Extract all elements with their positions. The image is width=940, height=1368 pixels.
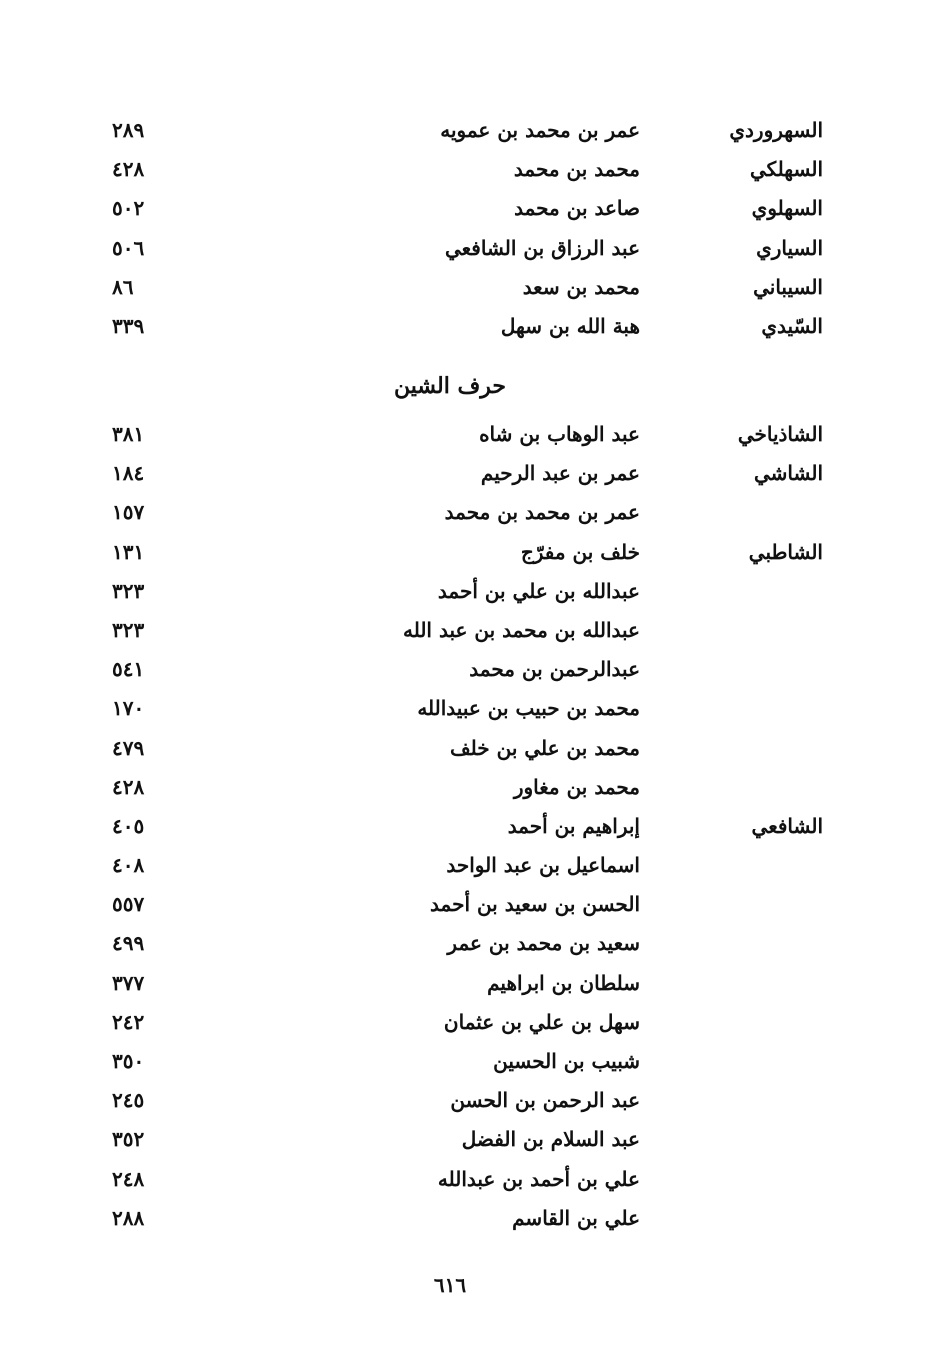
person-name: عبد السلام بن الفضل [461,1127,640,1152]
index-row [0,926,940,965]
page-reference: ٥٥٧ [112,892,145,917]
index-row [0,113,940,152]
person-name: عبد الوهاب بن شاه [479,422,640,446]
person-name: محمد بن حبيب بن عبيدالله [417,696,640,721]
nisba-label: الشاطبي [748,539,823,564]
page-reference: ١٣١ [112,539,145,564]
index-row [0,191,940,230]
nisba-label: الشاشي [753,461,823,486]
page-reference: ٤٠٨ [112,853,145,878]
person-name: خلف بن مفرّج [520,539,640,564]
person-name: اسماعيل بن عبد الواحد [446,853,640,878]
page-reference: ٥٠٢ [112,196,145,221]
page-reference: ٤٠٥ [112,813,145,838]
index-row [0,770,940,809]
page-reference: ٣٥٢ [112,1127,145,1152]
nisba-label: الشافعي [751,813,823,838]
person-name: عمر بن محمد بن محمد [444,500,640,525]
page-number [0,1270,940,1300]
section-heading-text: حرف الشين [393,373,507,399]
person-name: محمد بن سعد [522,274,640,299]
person-name: محمد بن علي بن خلف [449,735,640,760]
person-name: علي بن أحمد بن عبدالله [437,1166,640,1191]
index-row [0,1162,940,1201]
person-name: هبة الله بن سهل [500,313,640,338]
page-reference: ٢٤٢ [112,1009,145,1034]
section-heading [0,368,940,404]
page-reference: ٣٣٩ [112,313,145,338]
index-row [0,270,940,309]
page-number-text: ٦١٦ [433,1273,467,1297]
index-row [0,309,940,348]
person-name: علي بن القاسم [512,1205,640,1230]
index-row [0,887,940,926]
person-name: الحسن بن سعيد بن أحمد [430,892,640,917]
page-reference: ٨٦ [112,274,134,299]
person-name: سلطان بن ابراهيم [487,970,640,995]
page-reference: ١٥٧ [112,500,145,525]
index-row [0,848,940,887]
person-name: سعيد بن محمد بن عمر [447,931,640,956]
index-row [0,535,940,574]
nisba-label: السهروردي [729,118,823,142]
index-row [0,574,940,613]
person-name: عبدالله بن محمد بن عبد الله [402,617,640,642]
page-reference: ٢٤٨ [112,1166,145,1191]
page-reference: ٢٨٨ [112,1205,145,1230]
index-row [0,1201,940,1240]
page-reference: ٥٤١ [112,657,145,682]
person-name: عبدالله بن علي بن أحمد [437,578,640,603]
index-row [0,417,940,456]
page-reference: ٣٨١ [112,422,145,446]
page-reference: ٢٨٩ [112,118,145,142]
nisba-label: الشاذياخي [737,422,823,446]
index-row [0,652,940,691]
index-row [0,1083,940,1122]
index-row [0,613,940,652]
page-reference: ٢٤٥ [112,1088,145,1113]
index-row [0,966,940,1005]
nisba-label: السّيدي [761,313,823,338]
page-reference: ٣٥٠ [112,1049,145,1073]
person-name: محمد بن محمد [513,157,640,182]
person-name: عمر بن عبد الرحيم [480,461,640,486]
index-row [0,731,940,770]
nisba-label: السياري [756,235,823,260]
page-reference: ٤٢٨ [112,774,145,799]
person-name: عبد الرحمن بن الحسن [450,1088,640,1113]
page-reference: ٣٢٣ [112,578,145,603]
index-row [0,152,940,191]
person-name: إبراهيم بن أحمد [507,813,640,838]
page-reference: ٣٧٧ [112,970,145,995]
page-reference: ١٨٤ [112,461,145,486]
index-list-shin [0,417,940,1240]
person-name: عبد الرزاق بن الشافعي [444,235,640,260]
person-name: سهل بن علي بن عثمان [443,1009,640,1034]
index-row [0,1122,940,1161]
page-reference: ٤٢٨ [112,157,145,182]
index-row [0,456,940,495]
person-name: صاعد بن محمد [514,196,640,221]
index-row [0,495,940,534]
page-reference: ١٧٠ [112,696,145,721]
person-name: عمر بن محمد بن عمويه [440,118,640,142]
index-row [0,691,940,730]
index-list-sin [0,113,940,348]
person-name: عبدالرحمن بن محمد [469,657,640,682]
page-reference: ٤٩٩ [112,931,145,956]
index-row [0,231,940,270]
index-row [0,809,940,848]
nisba-label: السهلوي [751,196,823,221]
nisba-label: السهلكي [749,157,823,182]
page-reference: ٤٧٩ [112,735,145,760]
nisba-label: السيباني [753,274,823,299]
index-row [0,1005,940,1044]
page-reference: ٣٢٣ [112,617,145,642]
page-reference: ٥٠٦ [112,235,145,260]
person-name: محمد بن مغاور [513,774,640,799]
index-row [0,1044,940,1083]
person-name: شبيب بن الحسين [493,1049,640,1073]
